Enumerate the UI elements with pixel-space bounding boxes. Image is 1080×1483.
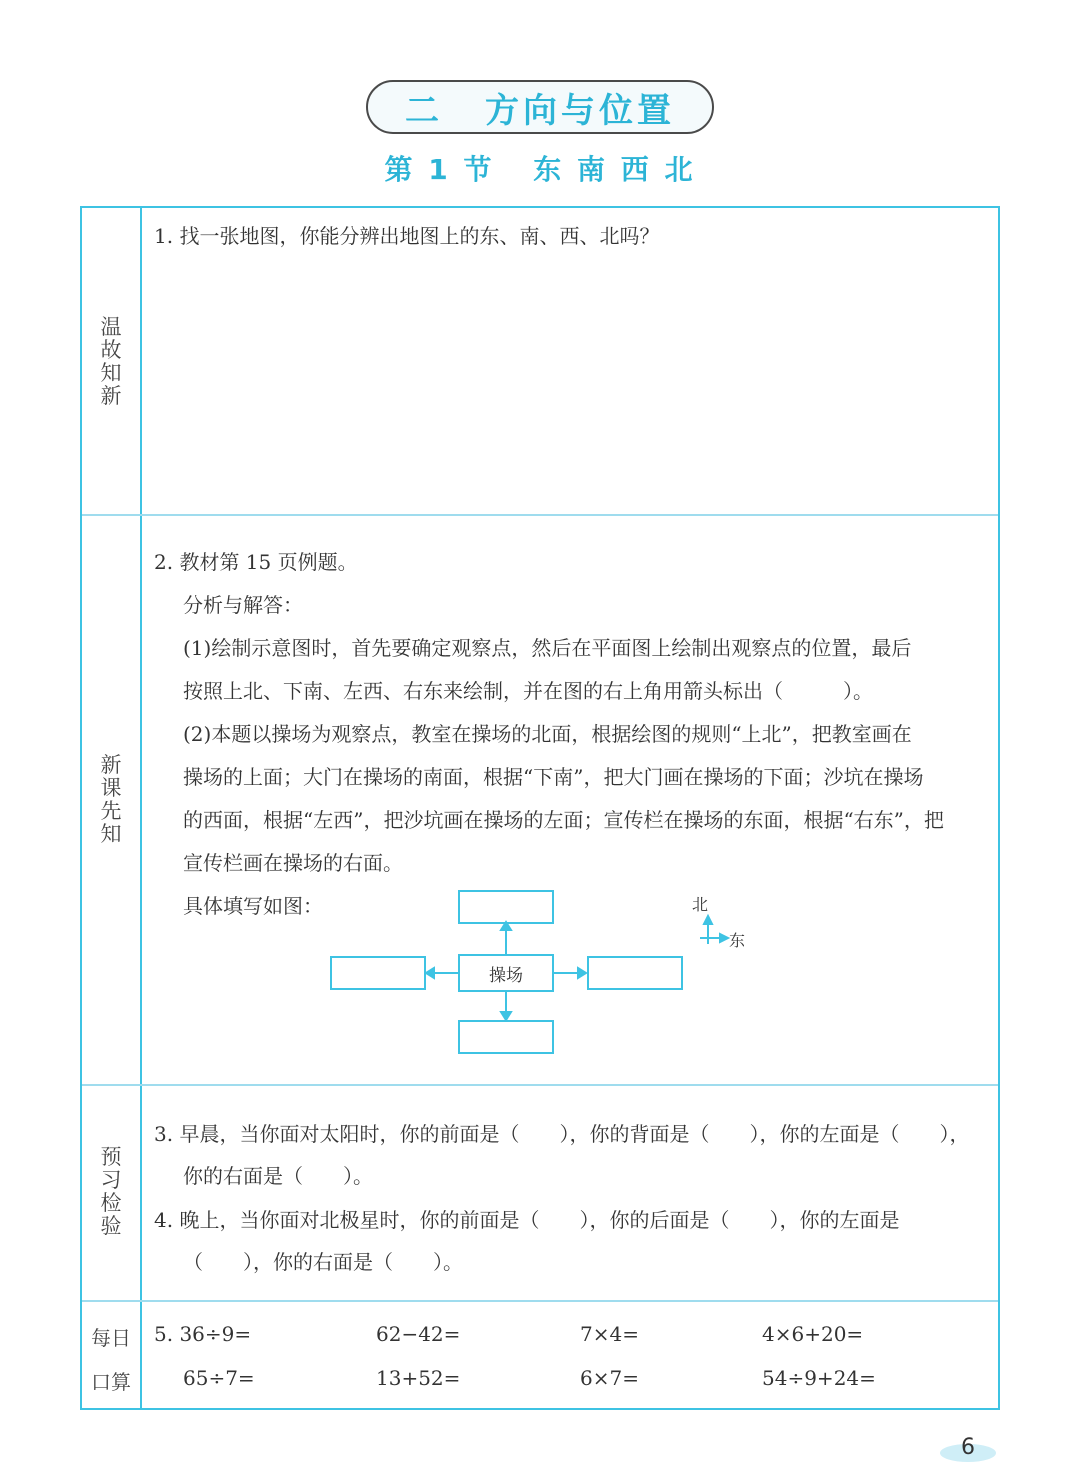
- arrowhead-left: [426, 968, 434, 978]
- label-char: 故: [100, 338, 122, 362]
- center-box-label: 操场: [489, 965, 523, 986]
- question-4-line1: 4. 晚上，当你面对北极星时，你的前面是（ ），你的后面是（ ），你的左面是: [154, 1208, 900, 1232]
- calc-item: 54÷9+24=: [762, 1366, 876, 1390]
- label-char: 知: [100, 822, 122, 846]
- label-daily-2: 口算: [91, 1370, 131, 1394]
- question-3-line2: 你的右面是（ ）。: [183, 1164, 373, 1188]
- calc-item: 65÷7=: [183, 1366, 255, 1390]
- label-char: 习: [100, 1168, 122, 1192]
- label-char: 温: [100, 315, 122, 339]
- arrowhead-right: [578, 968, 586, 978]
- label-char: 预: [100, 1145, 122, 1169]
- analysis-heading: 分析与解答：: [183, 593, 303, 617]
- question-3-line1: 3. 早晨，当你面对太阳时，你的前面是（ ），你的背面是（ ），你的左面是（ ），: [154, 1122, 970, 1146]
- section-number: 第 1 节: [384, 153, 495, 186]
- compass-north-label: 北: [692, 895, 709, 914]
- chapter-number: 二: [405, 90, 443, 131]
- calc-item: 5. 36÷9=: [154, 1322, 252, 1346]
- page-number: 6: [940, 1432, 996, 1462]
- analysis-line: (2)本题以操场为观察点，教室在操场的北面，根据绘图的规则“上北”，把教室画在: [183, 722, 912, 746]
- arrowhead-up: [501, 922, 511, 930]
- label-char: 新: [100, 753, 122, 777]
- calc-item: 13+52=: [376, 1366, 461, 1390]
- calc-item: 4×6+20=: [762, 1322, 864, 1346]
- label-char: 验: [100, 1214, 122, 1238]
- compass-east-head: [720, 934, 728, 942]
- worksheet-frame: [80, 206, 1000, 1410]
- label-daily-1: 每日: [91, 1326, 131, 1350]
- analysis-line: (1)绘制示意图时，首先要确定观察点，然后在平面图上绘制出观察点的位置，最后: [183, 636, 912, 660]
- calc-item: 62−42=: [376, 1322, 461, 1346]
- calc-item: 6×7=: [580, 1366, 639, 1390]
- question-1: 1. 找一张地图，你能分辨出地图上的东、南、西、北吗？: [154, 224, 660, 248]
- label-char: 检: [100, 1191, 122, 1215]
- analysis-line: 的西面，根据“左西”，把沙坑画在操场的左面；宣传栏在操场的东面，根据“右东”，把: [183, 808, 944, 832]
- analysis-line: 按照上北、下南、左西、右东来绘制，并在图的右上角用箭头标出（ ）。: [183, 679, 873, 703]
- label-char: 新: [100, 384, 122, 408]
- compass-east-label: 东: [729, 931, 746, 950]
- calc-item: 7×4=: [580, 1322, 639, 1346]
- analysis-line: 操场的上面；大门在操场的南面，根据“下南”，把大门画在操场的下面；沙坑在操场: [183, 765, 924, 789]
- section-title: [0, 148, 1080, 188]
- label-char: 知: [100, 361, 122, 385]
- fill-heading: 具体填写如图：: [183, 894, 323, 918]
- arrowhead-down: [501, 1012, 511, 1020]
- label-char: 先: [100, 799, 122, 823]
- label-char: 课: [100, 776, 122, 800]
- chapter-title: [366, 80, 714, 134]
- section-name: 东 南 西 北: [533, 153, 696, 186]
- compass-north-head: [704, 916, 712, 924]
- analysis-line: 宣传栏画在操场的右面。: [183, 851, 403, 875]
- chapter-name: 方向与位置: [485, 90, 675, 131]
- question-2-title: 2. 教材第 15 页例题。: [154, 550, 358, 574]
- question-4-line2: （ ），你的右面是（ ）。: [183, 1250, 463, 1274]
